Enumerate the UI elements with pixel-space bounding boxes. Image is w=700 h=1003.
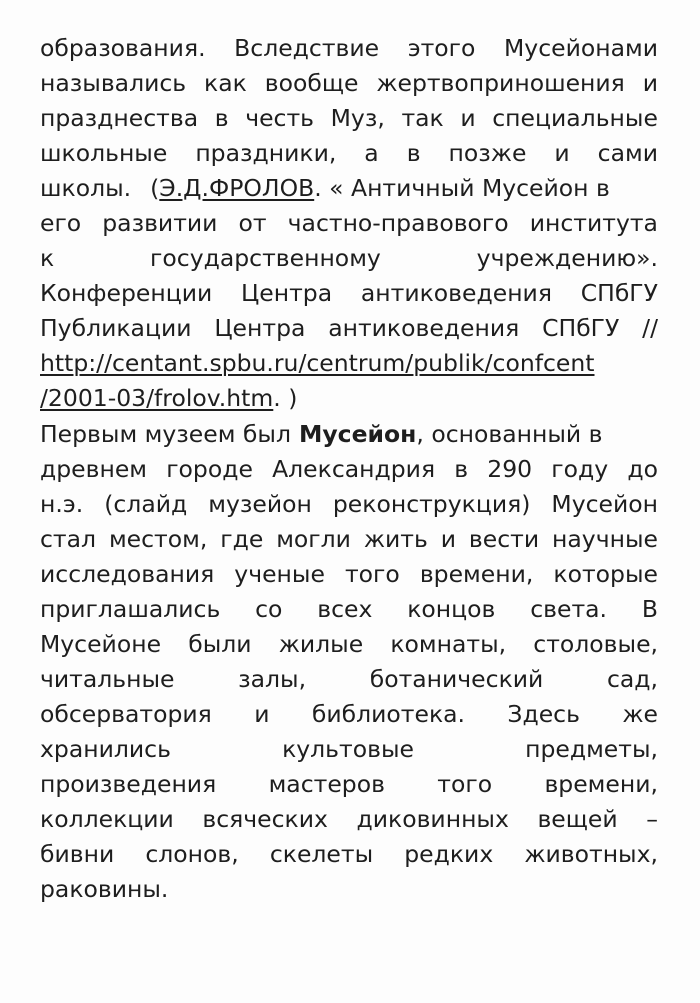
- text-line: [40, 69, 658, 103]
- line-text: . « Античный Мусейон в: [314, 174, 610, 202]
- line-text: коллекции всяческих диковинных вещей –: [40, 805, 658, 833]
- line-text: Публикации Центра антиковедения СПбГУ //: [40, 314, 658, 342]
- line-text: Конференции Центра антиковедения СПбГУ: [40, 279, 658, 307]
- text-line: [40, 840, 658, 874]
- line-text: школы.: [40, 174, 132, 202]
- line-text: его развитии от частно-правового института: [40, 209, 658, 237]
- line-text: , основанный в: [416, 420, 603, 448]
- line-text: н.э. (слайд музейон реконструкция) Мусейон: [40, 490, 658, 518]
- line-text: хранились культовые предметы,: [40, 735, 658, 763]
- author-link[interactable]: Э.Д.ФРОЛОВ: [159, 174, 315, 202]
- text-line: [40, 700, 658, 734]
- text-line: [40, 560, 658, 594]
- text-line: [40, 805, 658, 839]
- text-line: [40, 490, 658, 524]
- line-text: (: [150, 174, 160, 202]
- line-text: . ): [273, 384, 298, 412]
- line-text: раковины.: [40, 875, 169, 903]
- text-line: [40, 735, 658, 769]
- text-line: [40, 455, 658, 489]
- line-text: бивни слонов, скелеты редких животных,: [40, 840, 658, 868]
- text-line: [40, 244, 658, 278]
- line-text: образования. Вследствие этого Мусейонами: [40, 34, 658, 62]
- line-text: приглашались со всех концов света. В: [40, 595, 658, 623]
- text-line: [40, 209, 658, 243]
- line-text: школьные праздники, а в позже и сами: [40, 139, 658, 167]
- source-url-link[interactable]: http://centant.spbu.ru/centrum/publik/confcent: [40, 349, 595, 377]
- text-line: [40, 279, 658, 313]
- text-line: [40, 595, 658, 629]
- line-text: обсерватория и библиотека. Здесь же: [40, 700, 658, 728]
- line-text: читальные залы, ботанический сад,: [40, 665, 658, 693]
- text-line: [40, 349, 658, 383]
- line-text: Мусейоне были жилые комнаты, столовые,: [40, 630, 658, 658]
- text-line: [40, 770, 658, 804]
- text-line: [40, 525, 658, 559]
- text-line: [40, 420, 658, 454]
- line-text: Первым музеем был: [40, 420, 291, 448]
- text-line: [40, 630, 658, 664]
- text-line: [40, 139, 658, 173]
- text-line: [40, 875, 658, 909]
- line-text: назывались как вообще жертвоприношения и: [40, 69, 658, 97]
- line-text: стал местом, где могли жить и вести научные: [40, 525, 658, 553]
- line-text: празднества в честь Муз, так и специальные: [40, 104, 658, 132]
- line-text: произведения мастеров того времени,: [40, 770, 658, 798]
- text-line: [40, 314, 658, 348]
- line-text: исследования ученые того времени, которые: [40, 560, 658, 588]
- text-line: [40, 174, 658, 208]
- text-line: [40, 34, 658, 68]
- text-line: [40, 384, 658, 418]
- line-text: древнем городе Александрия в 290 году до: [40, 455, 658, 483]
- source-url-link-continued[interactable]: /2001-03/frolov.htm: [40, 384, 274, 412]
- text-line: [40, 665, 658, 699]
- bold-term: Мусейон: [298, 420, 417, 448]
- line-text: к государственному учреждению».: [40, 244, 658, 272]
- text-line: [40, 104, 658, 138]
